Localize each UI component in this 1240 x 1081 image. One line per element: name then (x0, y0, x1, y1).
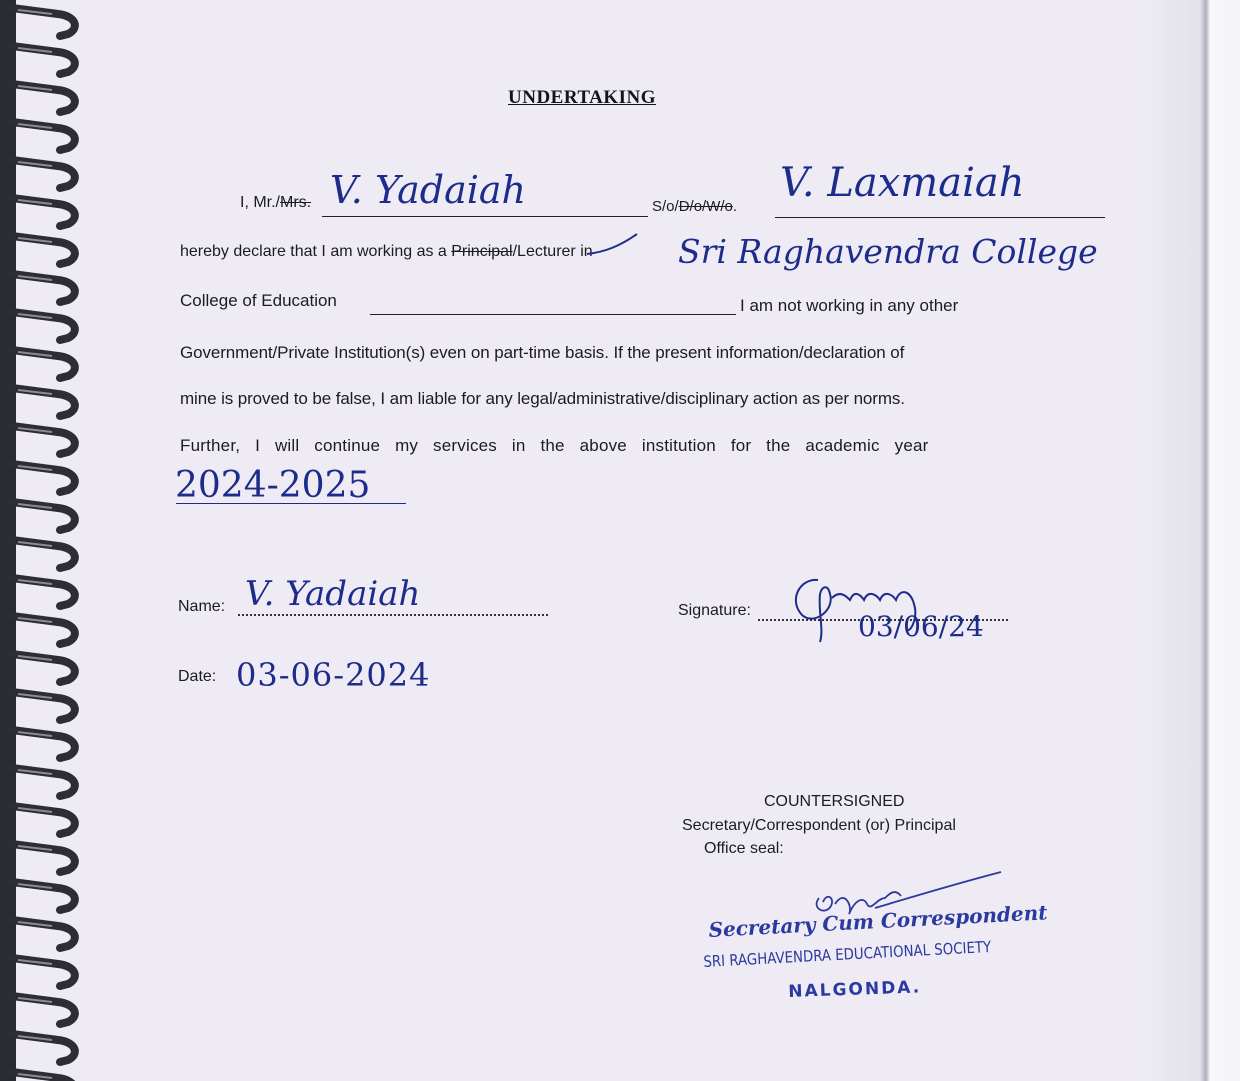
father-underline (775, 217, 1105, 218)
name-label: Name: (178, 598, 226, 615)
line5-text: mine is proved to be false, I am liable for any legal/administrative/disciplinary action as per norms. (180, 389, 905, 408)
document-title: UNDERTAKING (508, 87, 657, 108)
countersigned-heading: COUNTERSIGNED (764, 793, 905, 810)
signature-label: Signature: (678, 602, 751, 619)
office-seal-label: Office seal: (704, 840, 784, 857)
father-name: V. Laxmaiah (780, 160, 1025, 206)
line1-prefix-text: I, Mr./ (240, 194, 280, 211)
line6-text: Further, I will continue my services in the above institution for the academic year (180, 436, 929, 455)
seal-organization: SRI RAGHAVENDRA EDUCATIONAL SOCIETY (703, 937, 992, 971)
academic-year-underline (176, 503, 406, 504)
relation-label (652, 198, 737, 215)
caret-mark (585, 228, 645, 258)
seal-title: Secretary Cum Correspondent (708, 900, 1048, 942)
date-label: Date: (178, 668, 217, 685)
line4-text: Government/Private Institution(s) even on part-time basis. If the present information/declaration of (180, 343, 905, 362)
declarant-name: V. Yadaiah (330, 168, 527, 212)
date-value: 03-06-2024 (236, 656, 431, 694)
institution-name: Sri Raghavendra College (678, 232, 1098, 271)
line3-suffix: I am not working in any other (740, 296, 959, 315)
page-edge-shadow (1140, 0, 1240, 1081)
name-value: V. Yadaiah (245, 574, 421, 614)
struck-role: Principal (451, 243, 513, 260)
signature-date: 03/06/24 (858, 610, 984, 643)
line2-text (180, 243, 593, 261)
line1-prefix (240, 194, 311, 212)
college-underline (370, 314, 736, 315)
countersigned-role: Secretary/Correspondent (or) Principal (682, 817, 956, 834)
academic-year: 2024-2025 (175, 465, 371, 506)
name-underline (322, 216, 648, 217)
line2-prefix: hereby declare that I am working as a (180, 243, 452, 260)
struck-title: Mrs. (280, 194, 312, 211)
role-suffix: /Lecturer in (512, 243, 593, 260)
relation-prefix: S/o/ (652, 198, 679, 215)
spiral-binding (0, 0, 90, 1081)
seal-city: NALGONDA. (788, 977, 922, 1002)
line3-prefix: College of Education (180, 291, 337, 310)
struck-relation: D/o/W/o (678, 198, 733, 215)
relation-suffix: . (732, 198, 738, 215)
name-dotted-line (238, 614, 548, 616)
